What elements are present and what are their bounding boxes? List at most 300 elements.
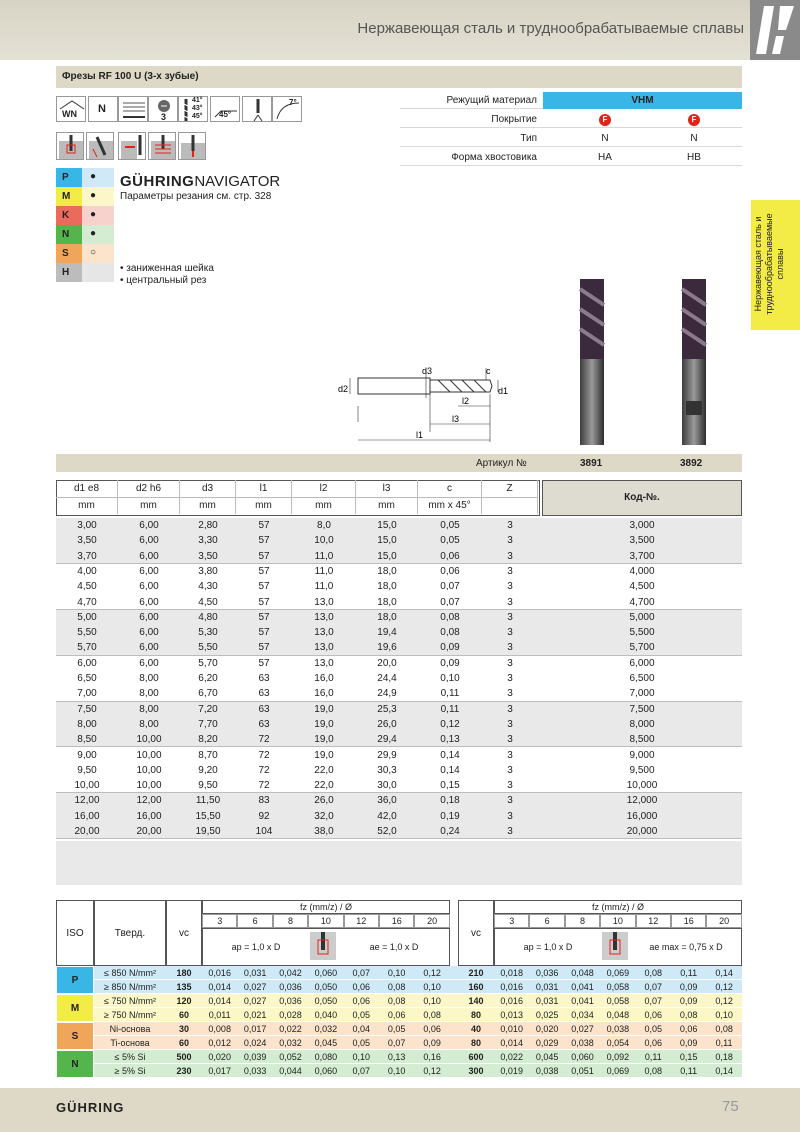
table-cell: 3 bbox=[507, 764, 513, 776]
column-unit: mm bbox=[315, 500, 332, 511]
table-row bbox=[56, 748, 742, 763]
table-cell: 83 bbox=[258, 795, 270, 807]
diameter-header: 6 bbox=[237, 914, 272, 928]
fz-cell: 0,05 bbox=[352, 1010, 371, 1020]
fz-cell: 0,022 bbox=[279, 1024, 302, 1034]
table-cell: 0,14 bbox=[440, 749, 460, 761]
table-cell: 8,00 bbox=[139, 673, 159, 684]
iso-row-m bbox=[56, 187, 114, 206]
fz-cell: 0,06 bbox=[679, 1024, 698, 1034]
code-cell: 10,000 bbox=[626, 780, 658, 792]
table-cell: 57 bbox=[258, 550, 270, 562]
fz-cell: 0,06 bbox=[352, 996, 371, 1006]
table-cell: 8,70 bbox=[198, 749, 218, 761]
diameter-header: 6 bbox=[529, 914, 564, 928]
fz-cell: 0,048 bbox=[606, 1010, 630, 1020]
table-filler bbox=[56, 841, 742, 885]
code-cell: 9,000 bbox=[629, 749, 655, 761]
vc-cell: 140 bbox=[468, 996, 484, 1006]
iso-row-n bbox=[56, 225, 114, 244]
page-number: 75 bbox=[722, 1098, 739, 1115]
fz-cell: 0,033 bbox=[243, 1066, 267, 1076]
fz-cell: 0,032 bbox=[279, 1038, 302, 1048]
fz-cell: 0,034 bbox=[571, 1010, 594, 1020]
hardness-cell: ≤ 850 N/mm² bbox=[104, 968, 156, 978]
table-cell: 12,00 bbox=[136, 795, 162, 807]
diameter-header: 3 bbox=[494, 914, 529, 928]
dim-d1: d1 bbox=[498, 386, 509, 396]
column-unit bbox=[482, 498, 537, 514]
fz-cell: 0,027 bbox=[243, 982, 267, 992]
table-cell: 19,0 bbox=[314, 703, 334, 715]
fz-cell: 0,05 bbox=[644, 1024, 663, 1034]
product-title: Фрезы RF 100 U (3-х зубые) bbox=[62, 71, 199, 82]
fz-cell: 0,020 bbox=[208, 1052, 231, 1062]
fz-cell: 0,036 bbox=[279, 982, 302, 992]
vc-cell: 180 bbox=[176, 968, 192, 978]
fz-cell: 0,016 bbox=[500, 982, 523, 992]
iso-code: M bbox=[62, 191, 71, 202]
table-cell: 3 bbox=[507, 703, 513, 715]
type-n-icon bbox=[88, 96, 118, 122]
table-cell: 3 bbox=[507, 780, 513, 792]
iso-code: S bbox=[62, 248, 69, 259]
product-title-bar bbox=[56, 66, 742, 88]
engagement-icon bbox=[602, 932, 628, 960]
table-cell: 22,0 bbox=[314, 764, 334, 776]
helix-angle-icon bbox=[178, 96, 208, 122]
chamfer-label: 45° bbox=[219, 110, 232, 119]
table-cell: 6,00 bbox=[77, 657, 97, 669]
code-cell: 4,500 bbox=[629, 581, 655, 593]
vc-cell: 60 bbox=[178, 1038, 189, 1048]
table-row bbox=[56, 809, 742, 824]
helix-angle-2: 43° bbox=[192, 105, 203, 112]
engagement-icon bbox=[310, 932, 336, 960]
fz-cell: 0,017 bbox=[243, 1024, 267, 1034]
table-cell: 8,00 bbox=[139, 718, 159, 730]
hardness-cell: ≤ 750 N/mm² bbox=[104, 996, 156, 1006]
table-cell: 16,00 bbox=[74, 810, 100, 822]
code-cell: 3,700 bbox=[629, 550, 655, 562]
fz-cell: 0,05 bbox=[352, 1038, 371, 1048]
table-cell: 10,0 bbox=[314, 535, 334, 547]
iso-row-k bbox=[56, 206, 114, 225]
iso-color-strip bbox=[56, 168, 82, 187]
fz-cell: 0,08 bbox=[715, 1024, 733, 1034]
table-cell: 6,00 bbox=[139, 611, 159, 623]
table-row bbox=[56, 671, 742, 686]
table-cell: 15,0 bbox=[377, 535, 397, 547]
iso-mark: ● bbox=[90, 228, 97, 239]
vc-cell: 600 bbox=[468, 1052, 484, 1062]
code-cell: 4,700 bbox=[629, 596, 655, 608]
table-cell: 0,05 bbox=[440, 535, 460, 547]
fz-cell: 0,10 bbox=[715, 1010, 733, 1020]
code-cell: 6,000 bbox=[629, 657, 655, 669]
column-unit: mm bbox=[140, 500, 157, 511]
table-cell: 18,0 bbox=[377, 581, 397, 593]
table-cell: 8,0 bbox=[317, 520, 331, 531]
relief-angle-label: 7° bbox=[289, 98, 297, 107]
navigator-brand: GÜHRING bbox=[120, 173, 195, 190]
fz-cell: 0,10 bbox=[423, 996, 441, 1006]
table-cell: 10,00 bbox=[136, 734, 162, 746]
fz-cell: 0,11 bbox=[644, 1052, 662, 1062]
prop-label: Покрытие bbox=[491, 114, 537, 125]
table-cell: 63 bbox=[258, 718, 270, 730]
fz-cell: 0,07 bbox=[387, 1038, 406, 1048]
fz-cell: 0,020 bbox=[535, 1024, 559, 1034]
table-cell: 57 bbox=[258, 565, 270, 577]
fz-cell: 0,09 bbox=[679, 996, 698, 1006]
table-cell: 19,4 bbox=[377, 627, 397, 639]
column-header bbox=[356, 480, 418, 514]
fz-cell: 0,08 bbox=[387, 996, 406, 1006]
fz-cell: 0,045 bbox=[535, 1052, 559, 1062]
table-cell: 7,70 bbox=[198, 718, 218, 730]
hardness-cell: Ni-основа bbox=[109, 1024, 151, 1034]
table-cell: 16,0 bbox=[314, 688, 334, 700]
prop-row-type bbox=[400, 130, 742, 147]
table-row bbox=[56, 702, 742, 717]
table-cell: 10,00 bbox=[74, 780, 100, 792]
table-cell: 36,0 bbox=[377, 795, 397, 807]
coating-badge bbox=[560, 114, 650, 126]
coating-f-icon: F bbox=[688, 114, 700, 126]
fz-cell: 0,08 bbox=[644, 968, 663, 978]
table-cell: 42,0 bbox=[377, 810, 397, 822]
fz-cell: 0,14 bbox=[715, 968, 733, 978]
iso-group-cell: S bbox=[56, 1022, 94, 1050]
fz-cell: 0,051 bbox=[571, 1066, 594, 1076]
diameter-header: 16 bbox=[379, 914, 414, 928]
table-cell: 11,0 bbox=[314, 565, 334, 577]
page-header bbox=[0, 0, 800, 60]
fz-cell: 0,069 bbox=[606, 968, 630, 978]
fz-cell: 0,09 bbox=[423, 1038, 441, 1048]
fz-cell: 0,017 bbox=[208, 1066, 231, 1076]
section-side-tab[interactable] bbox=[751, 200, 800, 330]
cutting-data-table bbox=[56, 900, 742, 1076]
table-row bbox=[56, 656, 742, 671]
fz-cell: 0,08 bbox=[644, 1066, 663, 1076]
column-title: d1 e8 bbox=[56, 480, 117, 498]
table-cell: 4,50 bbox=[77, 581, 97, 593]
table-row bbox=[56, 549, 742, 564]
fz-cell: 0,016 bbox=[500, 996, 523, 1006]
prop-label: Режущий материал bbox=[446, 95, 537, 106]
code-cell: 6,500 bbox=[629, 673, 655, 684]
table-cell: 52,0 bbox=[377, 826, 397, 837]
table-row bbox=[56, 579, 742, 594]
iso-mark: ● bbox=[90, 171, 97, 182]
table-row bbox=[56, 717, 742, 732]
column-unit: mm bbox=[255, 500, 272, 511]
side-milling-icon bbox=[118, 132, 146, 160]
article-bar bbox=[56, 454, 742, 472]
table-cell: 18,0 bbox=[377, 611, 397, 623]
iso-row-s bbox=[56, 244, 114, 263]
table-cell: 5,70 bbox=[77, 642, 97, 654]
fz-cell: 0,050 bbox=[314, 996, 338, 1006]
code-cell: 5,500 bbox=[629, 627, 655, 639]
table-cell: 6,00 bbox=[139, 565, 159, 577]
column-title: d2 h6 bbox=[118, 480, 179, 498]
table-cell: 0,14 bbox=[440, 764, 460, 776]
fz-cell: 0,041 bbox=[571, 982, 594, 992]
table-cell: 0,19 bbox=[440, 810, 460, 822]
table-cell: 3,30 bbox=[198, 535, 218, 547]
fz-cell: 0,06 bbox=[644, 1010, 663, 1020]
table-cell: 63 bbox=[258, 673, 270, 684]
tool-drawing bbox=[330, 362, 510, 446]
table-cell: 3,70 bbox=[77, 550, 97, 562]
fz-cell: 0,018 bbox=[500, 968, 523, 978]
table-cell: 0,15 bbox=[440, 780, 460, 792]
prop-label: Тип bbox=[520, 133, 537, 144]
hardness-cell: ≤ 5% Si bbox=[114, 1052, 146, 1062]
center-cut-icon bbox=[242, 96, 272, 122]
table-cell: 5,30 bbox=[198, 627, 218, 639]
diameter-header: 16 bbox=[671, 914, 706, 928]
table-cell: 6,00 bbox=[139, 520, 159, 531]
vc-header: vc bbox=[166, 900, 202, 966]
fz-cell: 0,022 bbox=[500, 1052, 523, 1062]
table-cell: 3 bbox=[507, 581, 513, 593]
table-cell: 6,50 bbox=[77, 673, 97, 684]
header-title: Нержавеющая сталь и труднообрабатываемые сплавы bbox=[357, 20, 744, 37]
table-cell: 4,80 bbox=[198, 611, 218, 623]
table-cell: 3 bbox=[507, 734, 513, 746]
table-cell: 5,50 bbox=[77, 627, 97, 639]
fz-cell: 0,16 bbox=[423, 1052, 441, 1062]
table-row bbox=[56, 763, 742, 778]
table-cell: 63 bbox=[258, 703, 270, 715]
fz-cell: 0,041 bbox=[571, 996, 594, 1006]
table-cell: 57 bbox=[258, 520, 270, 531]
iso-row-p bbox=[56, 168, 114, 187]
table-cell: 24,9 bbox=[377, 688, 397, 700]
fz-cell: 0,10 bbox=[387, 968, 406, 978]
fz-cell: 0,050 bbox=[314, 982, 338, 992]
fz-cell: 0,031 bbox=[243, 968, 267, 978]
section-logo-icon bbox=[750, 0, 800, 60]
vc-cell: 60 bbox=[178, 1010, 189, 1020]
table-cell: 3,80 bbox=[198, 565, 218, 577]
ae-label: ae max = 0,75 x D bbox=[649, 942, 723, 952]
iso-group-cell: N bbox=[56, 1050, 94, 1078]
table-cell: 0,11 bbox=[440, 703, 460, 715]
tool-photo-3892 bbox=[676, 275, 712, 447]
table-cell: 57 bbox=[258, 581, 270, 593]
table-cell: 18,0 bbox=[377, 596, 397, 608]
table-cell: 11,0 bbox=[314, 581, 334, 593]
table-cell: 9,00 bbox=[77, 749, 97, 761]
code-cell: 5,700 bbox=[629, 642, 655, 654]
table-cell: 10,00 bbox=[136, 749, 162, 761]
table-cell: 20,0 bbox=[377, 657, 397, 669]
diameter-header: 8 bbox=[565, 914, 600, 928]
fz-cell: 0,052 bbox=[279, 1052, 302, 1062]
vc-cell: 160 bbox=[468, 982, 484, 992]
fz-cell: 0,025 bbox=[535, 1010, 559, 1020]
iso-group-cell: M bbox=[56, 994, 94, 1022]
vc-cell: 230 bbox=[176, 1066, 192, 1076]
fz-cell: 0,021 bbox=[243, 1010, 267, 1020]
table-cell: 0,06 bbox=[440, 565, 460, 577]
table-cell: 0,07 bbox=[440, 596, 460, 608]
helix-angle-3: 45° bbox=[192, 113, 203, 120]
table-cell: 13,0 bbox=[314, 627, 334, 639]
fz-cell: 0,042 bbox=[279, 968, 302, 978]
table-row bbox=[56, 732, 742, 747]
table-cell: 3,00 bbox=[77, 520, 97, 531]
vc-cell: 210 bbox=[468, 968, 484, 978]
table-cell: 57 bbox=[258, 535, 270, 547]
table-cell: 0,05 bbox=[440, 520, 460, 531]
diameter-header: 3 bbox=[202, 914, 237, 928]
fz-cell: 0,11 bbox=[715, 1038, 733, 1048]
fz-cell: 0,016 bbox=[208, 968, 231, 978]
vc-cell: 40 bbox=[470, 1024, 481, 1034]
column-unit: mm bbox=[378, 500, 395, 511]
table-cell: 57 bbox=[258, 611, 270, 623]
table-cell: 12,00 bbox=[74, 795, 100, 807]
fz-cell: 0,032 bbox=[314, 1024, 338, 1034]
table-cell: 0,07 bbox=[440, 581, 460, 593]
table-cell: 0,08 bbox=[440, 627, 460, 639]
vc-cell: 120 bbox=[176, 996, 192, 1006]
code-cell: 8,000 bbox=[629, 718, 655, 730]
fz-cell: 0,031 bbox=[535, 982, 559, 992]
fz-cell: 0,045 bbox=[314, 1038, 338, 1048]
slotting-icon bbox=[56, 132, 84, 160]
fz-cell: 0,019 bbox=[500, 1066, 523, 1076]
fz-cell: 0,12 bbox=[715, 996, 733, 1006]
table-cell: 26,0 bbox=[314, 795, 334, 807]
table-cell: 19,6 bbox=[377, 642, 397, 654]
ramping-icon bbox=[86, 132, 114, 160]
vc-header: vc bbox=[458, 900, 494, 966]
iso-row-h bbox=[56, 263, 114, 282]
prop-value: VHM bbox=[631, 95, 654, 106]
fz-cell: 0,038 bbox=[535, 1066, 559, 1076]
table-cell: 3,50 bbox=[198, 550, 218, 562]
prop-value: N bbox=[601, 133, 609, 144]
column-title: c bbox=[418, 480, 481, 498]
table-cell: 8,50 bbox=[77, 734, 97, 746]
table-cell: 3 bbox=[507, 611, 513, 623]
vc-cell: 135 bbox=[176, 982, 192, 992]
iso-code: N bbox=[62, 229, 70, 240]
table-cell: 0,13 bbox=[440, 734, 460, 746]
table-row bbox=[56, 564, 742, 579]
table-cell: 25,3 bbox=[377, 703, 397, 715]
code-cell: 7,000 bbox=[629, 688, 655, 700]
table-row bbox=[56, 793, 742, 808]
table-cell: 10,00 bbox=[136, 780, 162, 792]
fz-cell: 0,08 bbox=[679, 1010, 698, 1020]
code-cell: 4,000 bbox=[629, 565, 655, 577]
column-title: l2 bbox=[292, 480, 355, 498]
fz-cell: 0,058 bbox=[606, 982, 630, 992]
ap-label: ap = 1,0 x D bbox=[523, 942, 573, 952]
table-cell: 0,10 bbox=[440, 673, 460, 684]
fz-cell: 0,036 bbox=[279, 996, 302, 1006]
table-cell: 6,00 bbox=[139, 627, 159, 639]
iso-code: K bbox=[62, 210, 70, 221]
fz-cell: 0,038 bbox=[606, 1024, 630, 1034]
table-cell: 92 bbox=[258, 810, 270, 822]
fz-cell: 0,027 bbox=[243, 996, 267, 1006]
table-cell: 11,50 bbox=[195, 795, 221, 807]
table-cell: 6,00 bbox=[139, 642, 159, 654]
table-cell: 3 bbox=[507, 718, 513, 730]
ap-label: ap = 1,0 x D bbox=[231, 942, 281, 952]
navigator-suffix: NAVIGATOR bbox=[194, 173, 281, 190]
column-unit: mm bbox=[199, 500, 216, 511]
table-cell: 3 bbox=[507, 749, 513, 761]
diameter-header: 10 bbox=[600, 914, 635, 928]
diameter-header: 12 bbox=[636, 914, 671, 928]
dim-d3: d3 bbox=[422, 366, 433, 376]
column-title: d3 bbox=[180, 480, 235, 498]
fz-cell: 0,014 bbox=[208, 982, 231, 992]
column-title: Z bbox=[482, 480, 537, 498]
table-cell: 3 bbox=[507, 642, 513, 654]
table-cell: 19,0 bbox=[314, 718, 334, 730]
code-header: Код-№. bbox=[542, 480, 742, 516]
dim-d2: d2 bbox=[338, 384, 349, 394]
fz-cell: 0,014 bbox=[500, 1038, 523, 1048]
prop-value: HB bbox=[687, 152, 701, 163]
diameter-header: 20 bbox=[414, 914, 449, 928]
table-cell: 3,50 bbox=[77, 535, 97, 547]
table-cell: 0,08 bbox=[440, 611, 460, 623]
ae-label: ae = 1,0 x D bbox=[369, 942, 419, 952]
table-cell: 72 bbox=[258, 749, 270, 761]
table-cell: 0,24 bbox=[440, 826, 460, 837]
table-cell: 13,0 bbox=[314, 657, 334, 669]
fz-cell: 0,060 bbox=[314, 968, 338, 978]
fz-cell: 0,060 bbox=[314, 1066, 338, 1076]
fz-cell: 0,011 bbox=[208, 1010, 231, 1020]
column-header bbox=[118, 480, 180, 514]
fz-header: fz (mm/z) / Ø bbox=[202, 900, 450, 914]
table-cell: 8,00 bbox=[139, 703, 159, 715]
tool-photo-3891 bbox=[574, 275, 610, 447]
code-cell: 3,000 bbox=[629, 520, 655, 531]
fz-cell: 0,10 bbox=[387, 1066, 406, 1076]
iso-group-cell: P bbox=[56, 966, 94, 994]
table-cell: 15,0 bbox=[377, 550, 397, 562]
iso-mark: ○ bbox=[90, 247, 97, 258]
table-cell: 3 bbox=[507, 627, 513, 639]
table-cell: 4,00 bbox=[77, 565, 97, 577]
table-cell: 7,20 bbox=[198, 703, 218, 715]
fz-cell: 0,13 bbox=[387, 1052, 406, 1062]
article-3892: 3892 bbox=[680, 458, 703, 469]
fz-cell: 0,028 bbox=[279, 1010, 302, 1020]
iso-mark: ● bbox=[90, 190, 97, 201]
table-cell: 63 bbox=[258, 688, 270, 700]
table-cell: 6,00 bbox=[139, 596, 159, 608]
column-header bbox=[236, 480, 292, 514]
diameter-header: 12 bbox=[344, 914, 379, 928]
table-cell: 57 bbox=[258, 627, 270, 639]
column-unit: mm bbox=[78, 500, 95, 511]
